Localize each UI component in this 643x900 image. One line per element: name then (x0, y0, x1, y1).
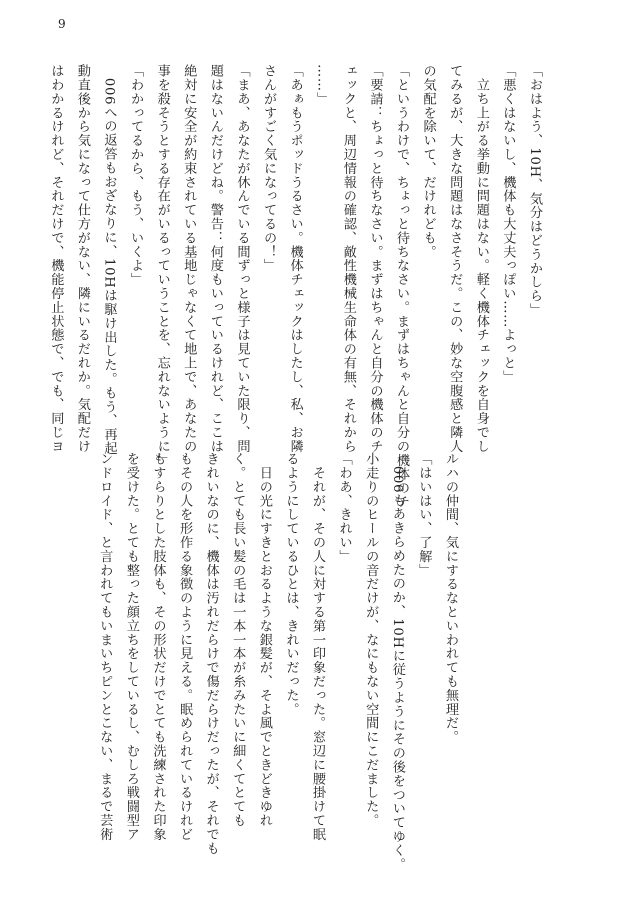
text-line: 「要請：ちょっと待ちなさい。まずはちゃんと自分の機体のチ (367, 64, 383, 454)
text-line: 「というわけで、ちょっと待ちなさい。まずはちゃんと自分の機体のチ (394, 64, 410, 509)
text-line: ……」 (314, 64, 330, 106)
text-line: 絶対に安全が約束されている基地じゃなくて地上で、あなたの (181, 64, 197, 454)
text-line: てみるが、大きな問題はなさそうだ。この、妙な空腹感と隣人 (447, 64, 463, 454)
page-number: 9 (58, 17, 66, 31)
text-line: ェックと、周辺情報の確認、敵性機械生命体の有無、それから (340, 64, 356, 454)
text-line: を受けた。とても整った顔立ちをしているし、むしろ戦闘型ア (123, 452, 139, 842)
text-line: 小走りのヒールの音だけが、なにもない空間にこだました。 (363, 452, 379, 828)
text-line: もすらりとした肢体も、その形状だけでとても洗練された印象 (150, 452, 166, 842)
text-line: ルハの仲間、気にするなといわれても無理だ。 (443, 452, 458, 744)
text-line: 動直後から気になって仕方がない、隣にいるだれか。気配だけ (74, 64, 90, 454)
text-line: 006もあきらめたのか、10Hに従うようにその後をついてゆく。 (389, 452, 405, 872)
text-line: それが、その人に対する第一印象だった。窓辺に腰掛けて眠 (310, 452, 326, 842)
lower-text-block (83, 452, 463, 872)
text-line: 「おはよう、10H、気分はどうかしら」 (527, 64, 542, 317)
text-line: 「まあ、あなたが休んでいる間ずっと様子は見ていた限り、問 (234, 64, 250, 454)
text-line: ンドロイド、と言われてもいまいちピンとこない、まるで芸術 (97, 452, 113, 842)
text-line: るようにしているひとは、きれいだった。 (283, 452, 299, 717)
text-line: 事を殺そうとする存在がいるっていうことを、忘れないように」 (154, 64, 170, 468)
text-line: 「悪くはないし、機体も大丈夫っぽい……よっと」 (500, 64, 516, 384)
text-line: 日の光にすきとおるような銀髪が、そよ風でときどきゆれ (256, 452, 272, 828)
text-line: もその人を形作る象徴のように見える。眠められているけれど (177, 452, 193, 842)
text-line: 題はないんだけどね。警告：何度もいっているけれど、ここは (207, 64, 223, 454)
text-line: く。とても長い髪の毛は一本一本が糸みたいに細くてとても (230, 452, 246, 828)
text-line: 「わあ、きれい」 (336, 452, 352, 564)
text-line: 立ち上がる挙動に問題はない。軽く機体チェックを自身でし (473, 64, 489, 454)
text-line: はわかるけれど、それだけで、機能停止状態で、でも、同じヨ (48, 64, 64, 454)
text-line: 「はいはい、了解」 (416, 452, 432, 578)
text-line: 006への返答もおざなりに、10Hは駆け出した。もう、再起 (101, 64, 117, 456)
text-line: 「わかってるから、もう、いくよ」 (128, 64, 144, 287)
text-line: の気配を除いて、だけれども。 (420, 64, 436, 259)
text-line: きれいなのに、機体は汚れだらけで傷だらけだったが、それでも (203, 452, 219, 856)
text-line: さんがすごく気になってるの！」 (261, 64, 277, 273)
text-line: 「あぁもうポッドうるさい。機体チェックはしたし、私、お隣 (287, 64, 303, 454)
